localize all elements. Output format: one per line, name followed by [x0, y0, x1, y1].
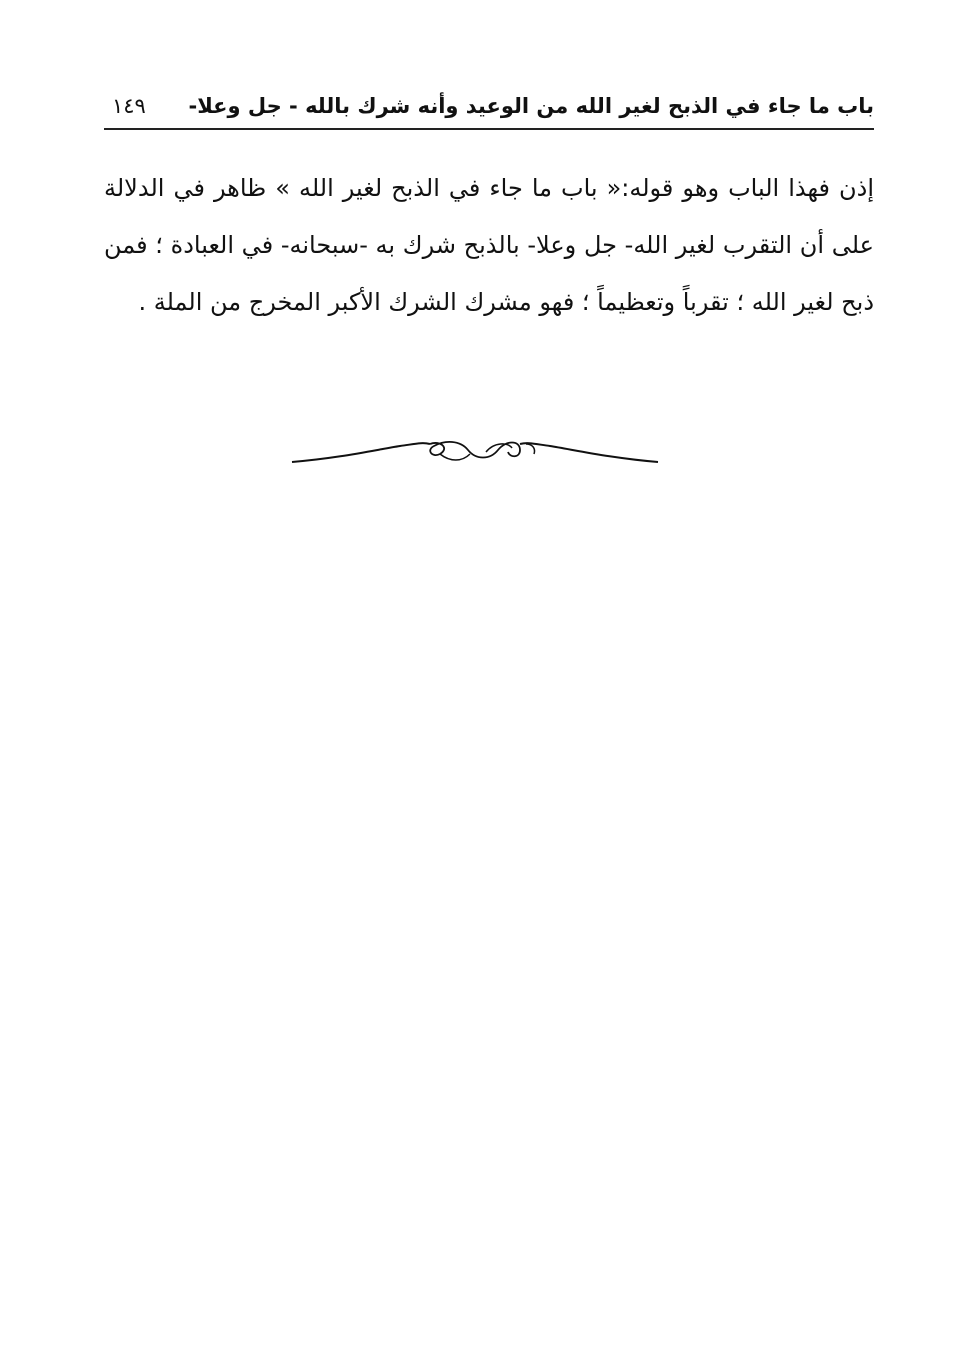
page-header [104, 88, 874, 130]
body-paragraph: إذن فهذا الباب وهو قوله:« باب ما جاء في الذبح لغير الله » ظاهر في الدلالة على أن التقرب لغير الله- جل وعلا- بالذبح شرك به -سبحانه- في العبادة ؛ فمن ذبح لغير الله ؛ تقرباً وتعظيماً ؛ فهو مشرك الشرك الأكبر المخرج من الملة . [104, 174, 874, 316]
scroll-flourish-icon [290, 430, 660, 480]
page-number: ١٤٩ [112, 94, 146, 118]
running-title: باب ما جاء في الذبح لغير الله من الوعيد وأنه شرك بالله - جل وعلا- [188, 94, 874, 118]
